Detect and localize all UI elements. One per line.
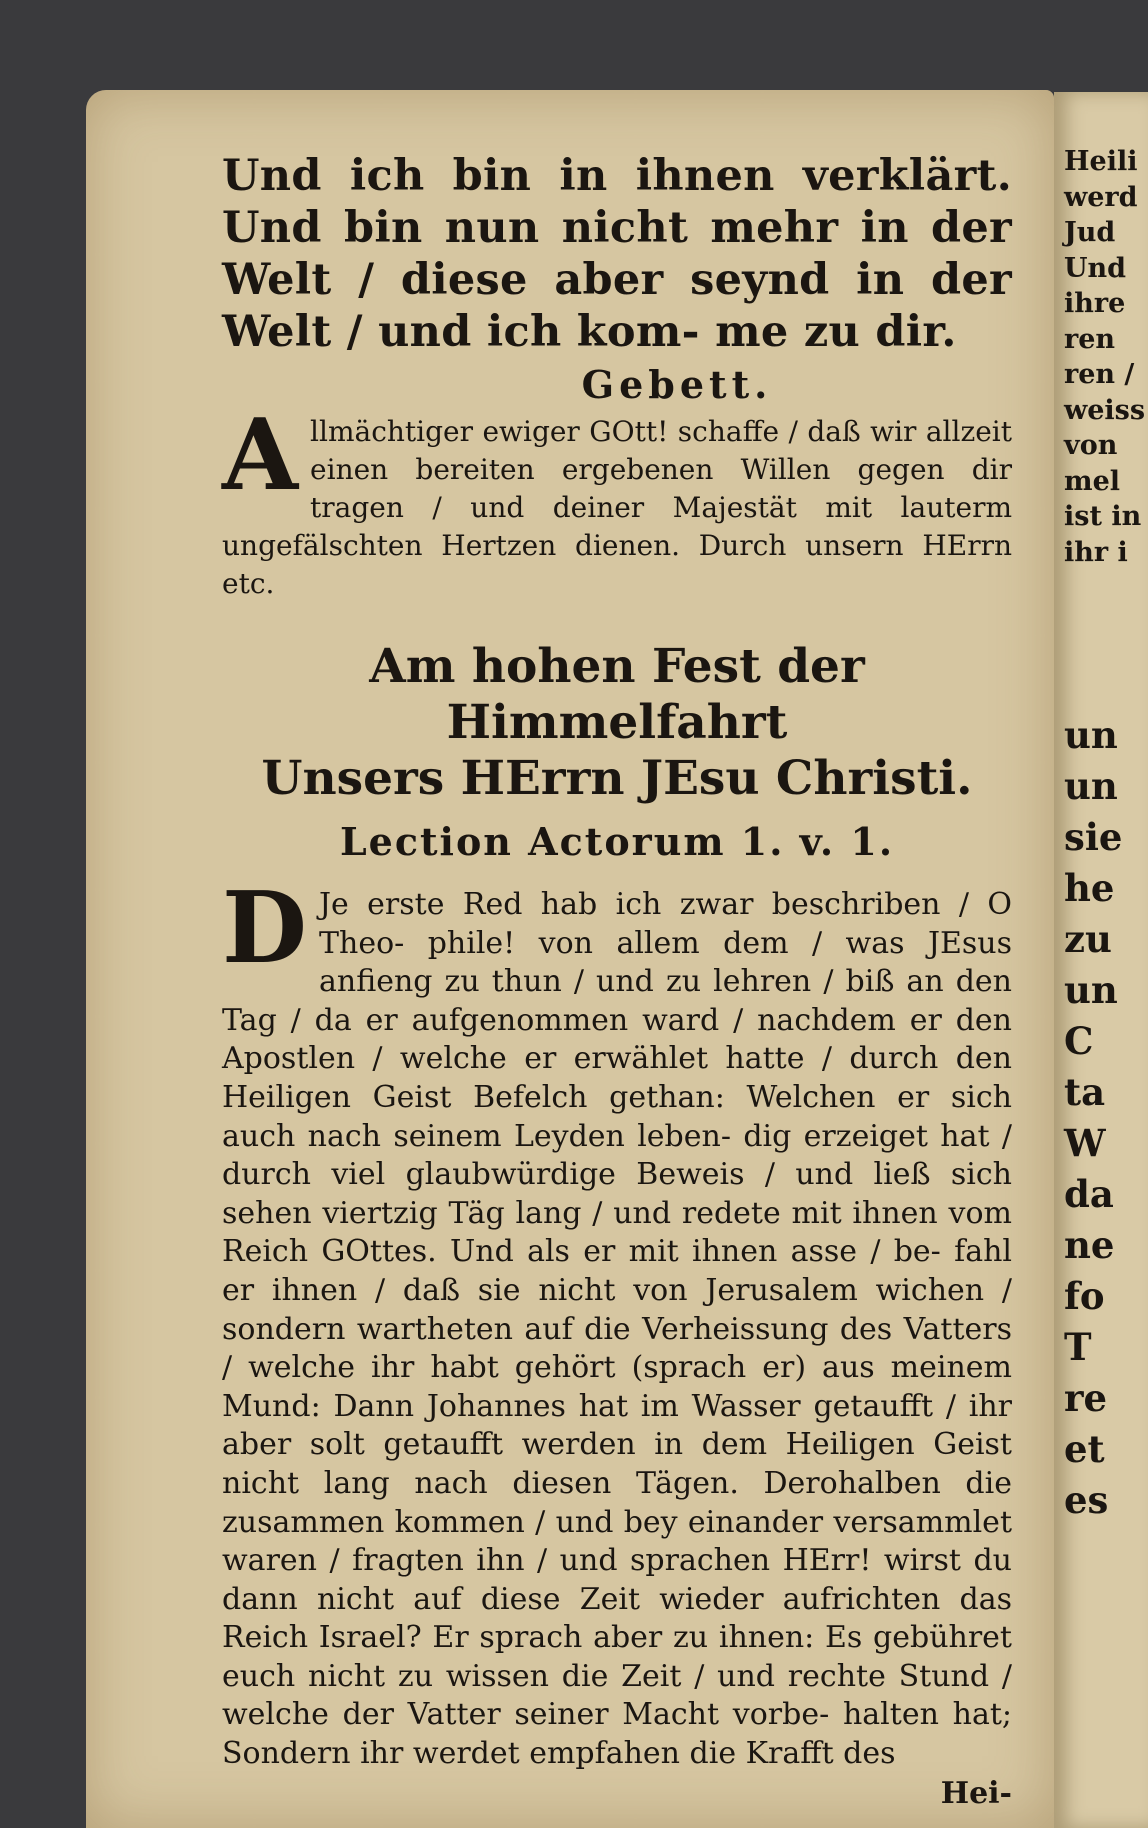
- right-line: weiss: [1064, 394, 1146, 426]
- right-page-text-fragment: [1064, 144, 1148, 1526]
- right-line: he: [1064, 866, 1115, 910]
- right-line: et: [1064, 1427, 1105, 1471]
- feast-heading-line1: Am hohen Fest der Himmelfahrt: [369, 639, 865, 750]
- catchword: Hei‑: [940, 1775, 1012, 1811]
- right-line: mel: [1064, 465, 1121, 497]
- right-line: ren: [1064, 323, 1116, 355]
- right-line: werd: [1064, 181, 1138, 213]
- prayer-heading: Gebett.: [581, 362, 773, 407]
- right-line: zu: [1064, 917, 1112, 961]
- right-line: es: [1064, 1478, 1109, 1522]
- prayer-dropcap: A: [222, 398, 299, 513]
- right-line: un: [1064, 713, 1118, 757]
- prayer-text: llmächtiger ewiger GOtt! schaffe / daß wir allzeit einen bereiten ergebenen Willen gegen dir tragen / und deiner Majestät mit lauterm ungefälschten Hertzen dienen. Durch unsern HErrn etc.: [222, 415, 1012, 600]
- right-line: ta: [1064, 1070, 1106, 1114]
- reading-dropcap: D: [222, 871, 307, 986]
- right-line: sie: [1064, 815, 1123, 859]
- feast-heading-line2: Unsers HErrn JEsu Christi.: [261, 751, 973, 806]
- right-line: fo: [1064, 1274, 1105, 1318]
- right-line: W: [1064, 1121, 1106, 1165]
- right-line: un: [1064, 968, 1118, 1012]
- right-line: ren /: [1064, 359, 1135, 390]
- prayer-paragraph: [222, 398, 1012, 603]
- right-line: da: [1064, 1172, 1114, 1216]
- right-book-page: [1054, 92, 1148, 1828]
- right-line: ihr i: [1064, 536, 1128, 568]
- right-line: C: [1064, 1019, 1094, 1063]
- right-line: re: [1064, 1376, 1108, 1420]
- lection-heading: Lection Actorum 1. v. 1.: [339, 819, 895, 864]
- feast-heading: [222, 639, 1012, 807]
- right-line: Heili: [1064, 146, 1138, 177]
- right-line: Jud: [1064, 217, 1116, 248]
- reading-paragraph: [222, 871, 1012, 1774]
- right-line: ne: [1064, 1223, 1115, 1267]
- right-line: von: [1064, 430, 1118, 461]
- right-line: ihre: [1064, 288, 1126, 319]
- right-line: T: [1064, 1325, 1092, 1369]
- opening-text: Und ich bin in ihnen verklärt. Und bin nun nicht mehr in der Welt / diese aber seynd in der Welt / und ich kom‑ me zu dir.: [222, 151, 1012, 357]
- reading-text: Je erste Red hab ich zwar beschriben / O Theo‑ phile! von allem dem / was JEsus anfieng zu thun / und zu lehren / biß an den Tag / da er aufgenommen ward / nachdem er den Apostlen / welche er erwählet hatte / durch den Heiligen Geist Befelch gethan: Welchen er sich auch nach seinem Leyden leben‑ dig erzeiget hat / durch viel glaubwürdige Beweis / und ließ sich sehen viertzig Täg lang / und redete mit ihnen vom Reich GOttes. Und als er mit ihnen asse / be‑ fahl er ihnen / daß sie nicht von Jerusalem wichen / sondern wartheten auf die Verheissung des Vatters / welche ihr habt gehört (sprach er) aus meinem Mund: Dann Johannes hat im Wasser getaufft / ihr aber solt getaufft werden in dem Heiligen Geist nicht lang nach diesen Tägen. Derohalben die zusammen kommen / und bey einander versammlet waren / fragten ihn / und sprachen HErr! wirst du dann nicht auf diese Zeit wieder aufrichten das Reich Israel? Er sprach aber zu ihnen: Es gebühret euch nicht zu wissen die Zeit / und rechte Stund / welche der Vatter seiner Macht vorbe‑ halten hat; Sondern ihr werdet empfahen die Krafft des: [222, 887, 1012, 1772]
- right-line: ist in: [1064, 501, 1142, 532]
- right-line: un: [1064, 764, 1118, 808]
- page-text: [222, 150, 1012, 1811]
- right-line: Und: [1064, 252, 1127, 284]
